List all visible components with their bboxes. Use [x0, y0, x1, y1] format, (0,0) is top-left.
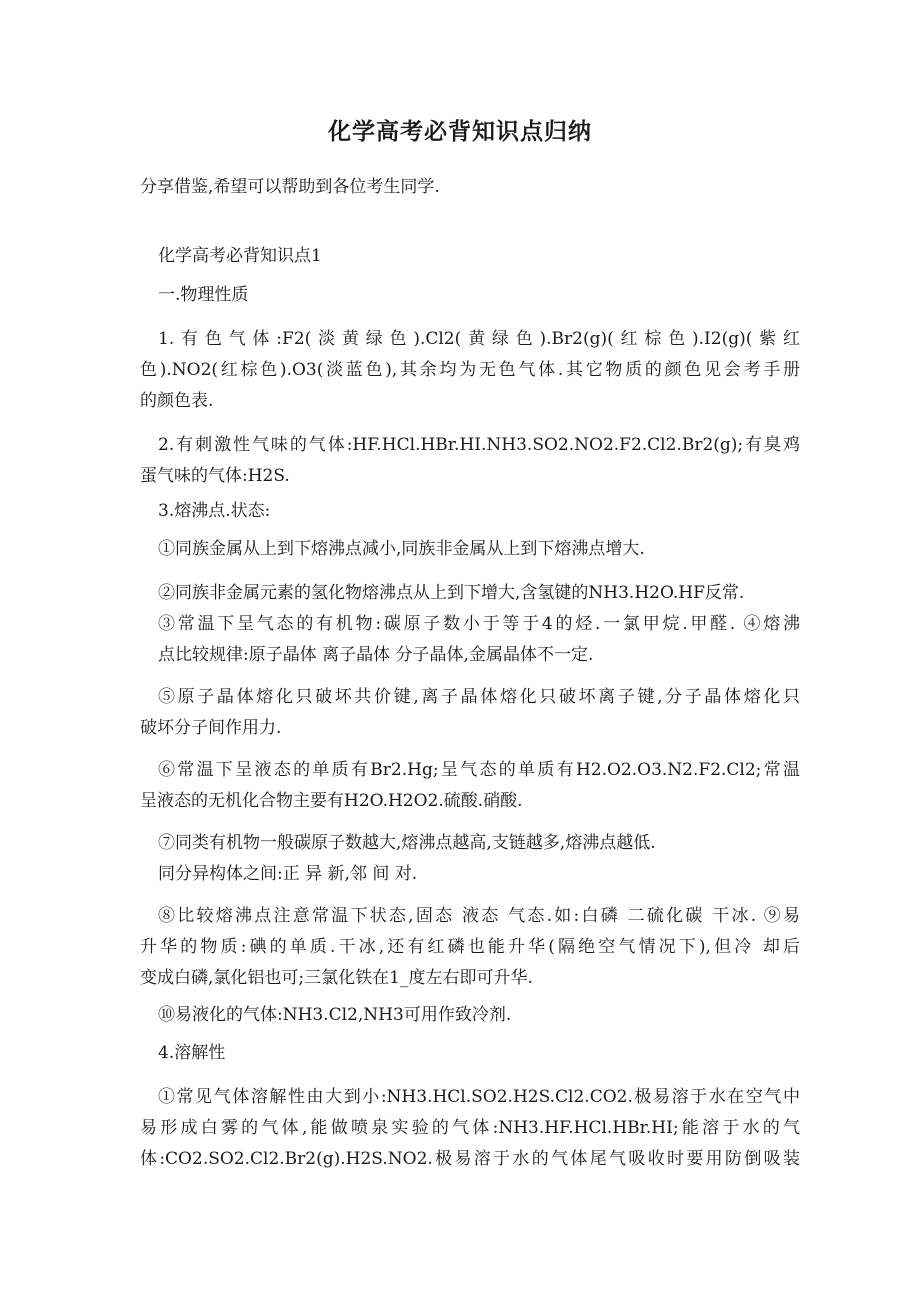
- paragraph-pungent-gases: [140, 430, 800, 492]
- paragraph-line: 的颜色表.: [140, 391, 214, 411]
- paragraph-line: ⑧比较熔沸点注意常温下状态,固态 液态 气态.如:白磷 二硫化碳 干冰. ⑨易: [158, 906, 800, 926]
- rule-6: [140, 755, 800, 817]
- section-heading: 化学高考必背知识点1: [158, 246, 322, 266]
- part1-heading: 一.物理性质: [158, 285, 249, 305]
- rule-7: [140, 828, 800, 890]
- paragraph-line: 体:CO2.SO2.Cl2.Br2(g).H2S.NO2.极易溶于水的气体尾气吸收时要用防倒吸装: [140, 1149, 800, 1169]
- paragraph-line: 1.有色气体:F2(淡黄绿色).Cl2(黄绿色).Br2(g)(红棕色).I2(g)(紫红: [158, 329, 800, 349]
- paragraph-line: 2.有刺激性气味的气体:HF.HCl.HBr.HI.NH3.SO2.NO2.F2.Cl2.Br2(g);有臭鸡: [158, 435, 800, 455]
- intro-text: 分享借鉴,希望可以帮助到各位考生同学.: [140, 177, 440, 197]
- paragraph-line: 色).NO2(红棕色).O3(淡蓝色),其余均为无色气体.其它物质的颜色见会考手册: [140, 360, 800, 380]
- paragraph-line: 同分异构体之间:正 异 新,邻 间 对.: [158, 864, 418, 884]
- paragraph-line: ⑥常温下呈液态的单质有Br2.Hg;呈气态的单质有H2.O2.O3.N2.F2.Cl2;常温: [158, 760, 800, 780]
- paragraph-line: 升华的物质:碘的单质.干冰,还有红磷也能升华(隔绝空气情况下),但冷 却后: [140, 937, 800, 957]
- rules-2-4: [140, 578, 800, 671]
- paragraph-line: ①常见气体溶解性由大到小:NH3.HCl.SO2.H2S.Cl2.CO2.极易溶于水在空气中: [158, 1087, 800, 1107]
- solubility-rule-1: [140, 1082, 800, 1175]
- paragraph-line: 变成白磷,氯化铝也可;三氯化铁在1_度左右即可升华.: [140, 968, 533, 988]
- solubility-heading: 4.溶解性: [158, 1043, 226, 1063]
- paragraph-line: ⑤原子晶体熔化只破坏共价键,离子晶体熔化只破坏离子键,分子晶体熔化只: [158, 687, 800, 707]
- paragraph-line: 蛋气味的气体:H2S.: [140, 466, 290, 486]
- paragraph-colored-gases: [140, 324, 800, 417]
- paragraph-line: ⑦同类有机物一般碳原子数越大,熔沸点越高,支链越多,熔沸点越低.: [158, 833, 656, 853]
- paragraph-line: ②同族非金属元素的氢化物熔沸点从上到下增大,含氢键的NH3.H2O.HF反常.: [158, 583, 745, 603]
- document-title: 化学高考必背知识点归纳: [328, 118, 592, 145]
- rules-8-9: [140, 901, 800, 994]
- paragraph-line: 点比较规律:原子晶体 离子晶体 分子晶体,金属晶体不一定.: [158, 645, 594, 665]
- paragraph-line: ③常温下呈气态的有机物:碳原子数小于等于4的烃.一氯甲烷.甲醛. ④熔沸: [158, 614, 800, 634]
- rule-1: ①同族金属从上到下熔沸点减小,同族非金属从上到下熔沸点增大.: [158, 539, 645, 559]
- paragraph-line: 破坏分子间作用力.: [140, 718, 282, 738]
- melting-boiling-heading: 3.熔沸点.状态:: [158, 501, 271, 521]
- paragraph-line: 易形成白雾的气体,能做喷泉实验的气体:NH3.HF.HCl.HBr.HI;能溶于水的气: [140, 1118, 800, 1138]
- rule-10: ⑩易液化的气体:NH3.Cl2,NH3可用作致冷剂.: [158, 1005, 512, 1025]
- rule-5: [140, 682, 800, 744]
- paragraph-line: 呈液态的无机化合物主要有H2O.H2O2.硫酸.硝酸.: [140, 791, 523, 811]
